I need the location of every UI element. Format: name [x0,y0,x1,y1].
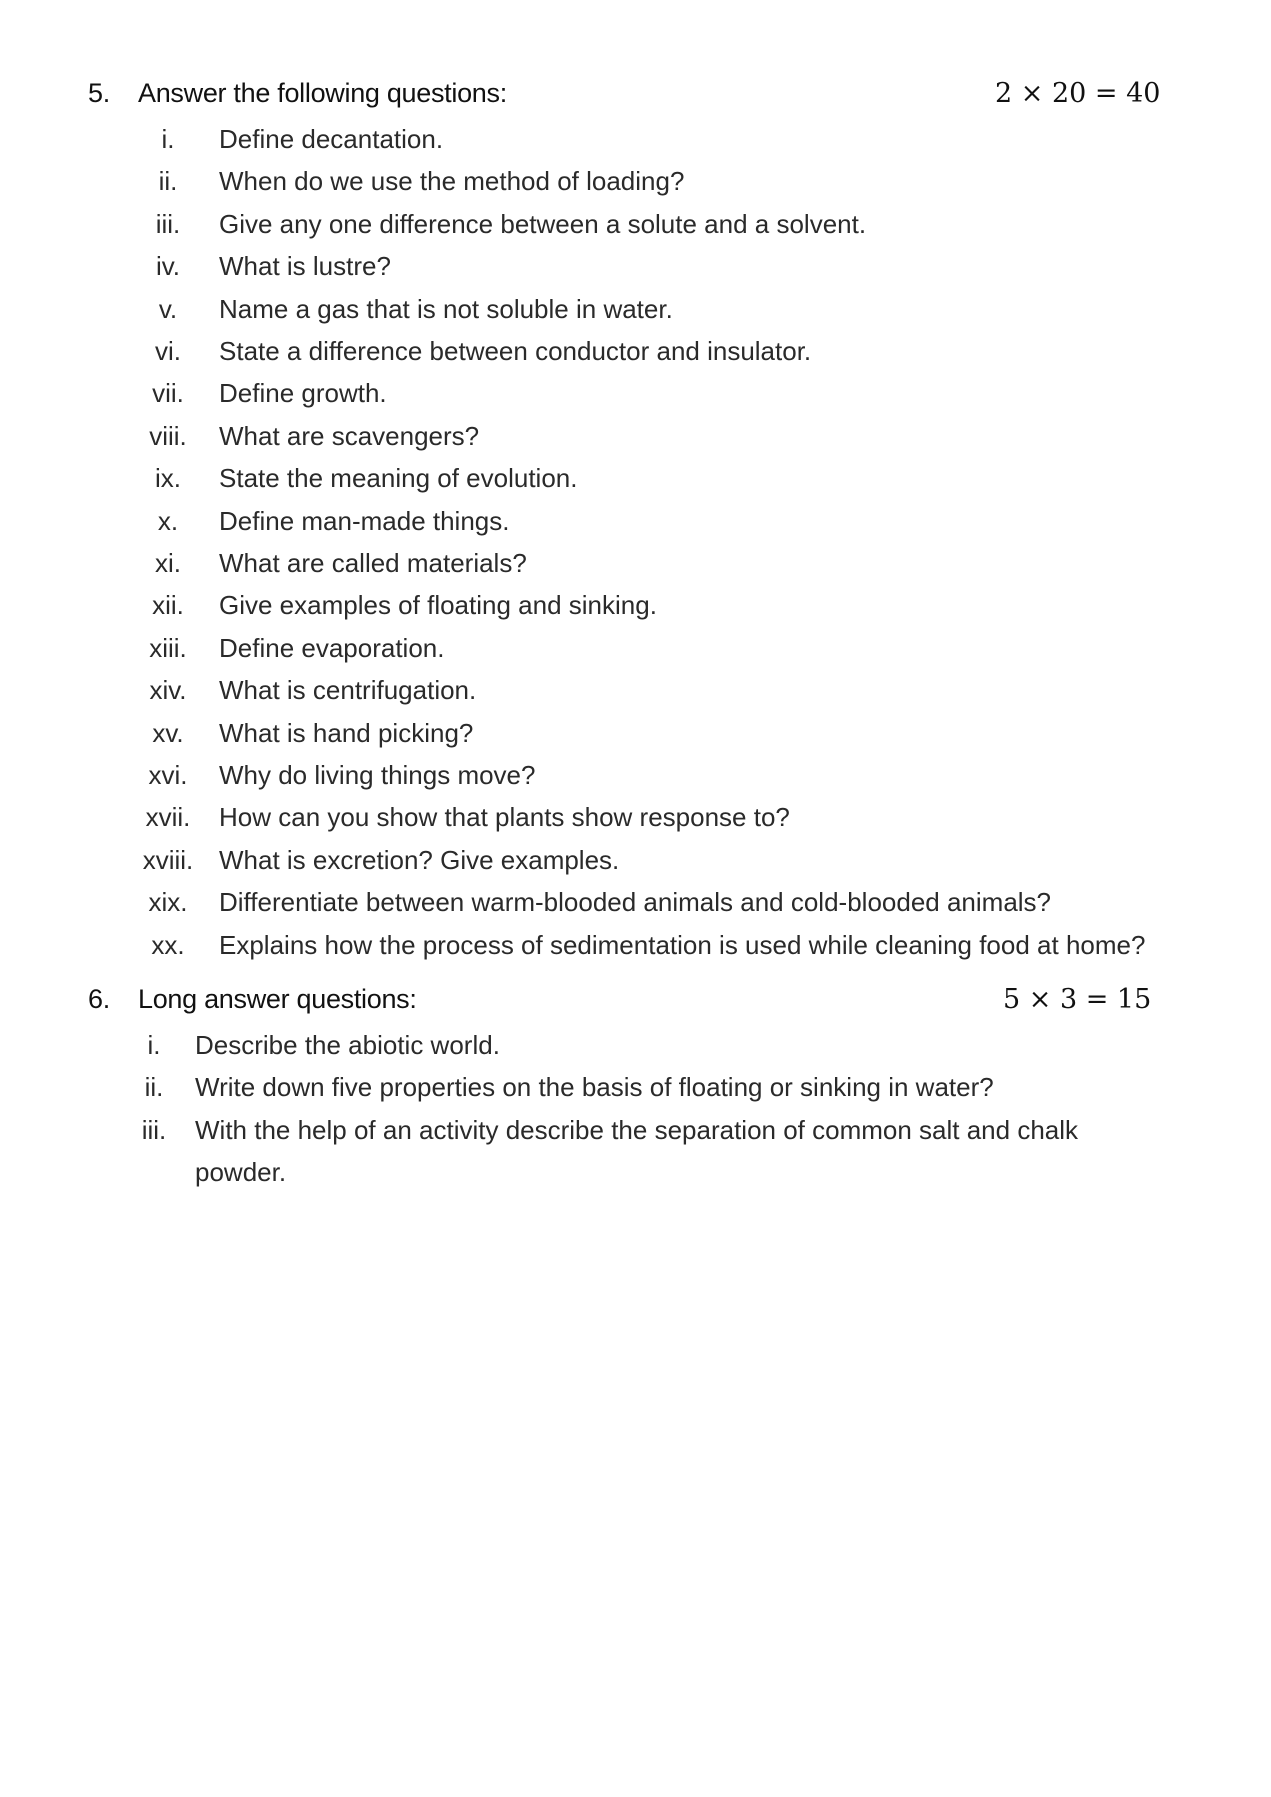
question-text: What are called materials? [219,548,527,578]
roman-numeral: ix. [155,463,181,494]
roman-numeral: iv. [155,251,181,282]
roman-numeral: i. [161,124,175,154]
roman-numeral: ii. [144,1072,164,1103]
roman-numeral: xiv. [149,675,187,706]
roman-numeral: xvii. [145,802,191,833]
roman-numeral: vii. [152,378,184,409]
question-text: Describe the abiotic world. [195,1030,500,1060]
question-text: Define decantation. [219,124,444,154]
roman-numeral: i. [147,1030,161,1060]
roman-numeral: iii. [155,208,181,239]
question-text: Name a gas that is not soluble in water. [219,293,673,324]
question-text: What is centrifugation. [219,675,477,706]
question-text: What is hand picking? [219,717,474,748]
question-text: What is lustre? [219,251,391,282]
question-text: State the meaning of evolution. [219,463,578,494]
section-marks: 5 × 3 = 15 [1003,984,1152,1015]
roman-numeral: xvi. [148,760,188,790]
question-text: Define man-made things. [219,505,510,536]
section-title: Long answer questions: [138,984,417,1014]
section-marks: 2 × 20 = 40 [995,78,1161,109]
roman-numeral: viii. [149,420,187,451]
question-text: powder. [195,1157,287,1188]
question-text: When do we use the method of loading? [219,166,685,197]
question-text: With the help of an activity describe the separation of common salt and chalk [195,1114,1079,1145]
roman-numeral: xix. [148,887,188,918]
question-text: What are scavengers? [219,420,480,451]
section-number: 5. [88,78,110,108]
roman-numeral: vi. [155,336,181,366]
question-text: State a difference between conductor and insulator. [219,336,812,366]
roman-numeral: xii. [152,590,184,621]
roman-numeral: ii. [158,166,178,197]
question-text: Why do living things move? [219,760,536,790]
roman-numeral: x. [157,505,179,536]
question-text: Write down five properties on the basis of floating or sinking in water? [195,1072,994,1103]
question-text: Give any one difference between a solute and a solvent. [219,208,867,239]
question-text: Define evaporation. [219,632,445,663]
roman-numeral: iii. [141,1114,167,1145]
roman-numeral: xi. [155,548,181,578]
question-text: What is excretion? Give examples. [219,844,620,875]
roman-numeral: xx. [151,929,185,960]
question-text: Explains how the process of sedimentation is used while cleaning food at home? [219,929,1146,960]
question-text: Differentiate between warm-blooded animals and cold-blooded animals? [219,887,1052,918]
question-text: Give examples of floating and sinking. [219,590,657,621]
roman-numeral: xiii. [149,632,187,663]
roman-numeral: xv. [152,717,184,748]
section-number: 6. [88,984,110,1014]
roman-numeral: v. [158,293,178,324]
question-text: How can you show that plants show response to? [219,802,790,833]
roman-numeral: xviii. [142,844,194,875]
question-text: Define growth. [219,378,387,409]
section-title: Answer the following questions: [138,78,507,108]
